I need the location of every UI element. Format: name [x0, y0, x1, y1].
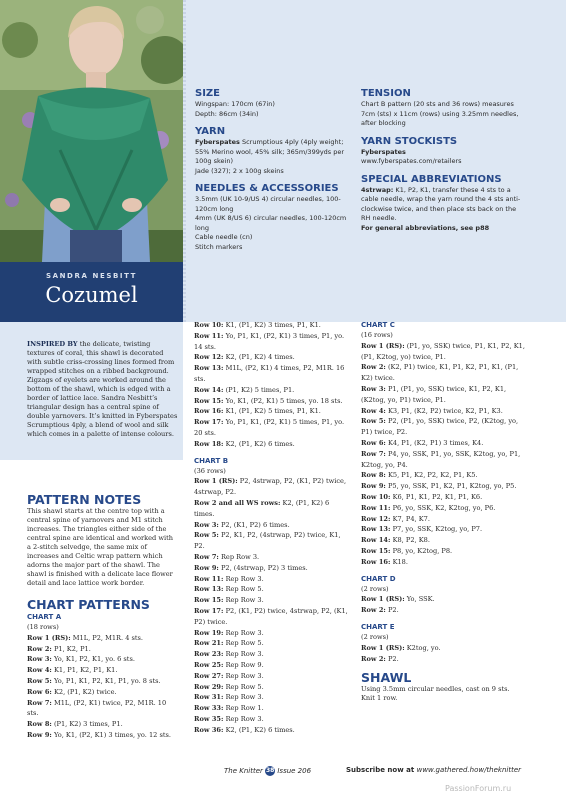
chart-c-count: (16 rows)	[361, 331, 393, 339]
pattern-row: Row 2: P1, K2, P1.	[27, 644, 91, 653]
pattern-row: Row 1 (RS): (P1, yo, SSK) twice, P1, K1, P2, K1, (P1, K2tog, yo) twice, P1.	[361, 341, 525, 361]
pattern-row: Row 7: P4, yo, SSK, P1, yo, SSK, K2tog, yo, P1, K2tog, yo, P4.	[361, 449, 521, 469]
needles-heading: NEEDLES & ACCESSORIES	[195, 183, 339, 194]
pattern-row: Row 5: P2, K1, P2, (4strwap, P2) twice, K1, P2.	[194, 531, 341, 551]
stockists-heading: YARN STOCKISTS	[361, 135, 458, 147]
abbrev-text: 4strwap: K1, P2, K1, transfer these 4 sts to a cable needle, wrap the yarn round the 4 sts anti-clockwise twice, and then place sts back on the RH needle.	[361, 185, 521, 222]
shawl-text-2: Knit 1 row.	[361, 694, 398, 703]
column-3	[361, 320, 525, 703]
pattern-row: Row 2: P2.	[361, 654, 399, 663]
subscribe-url[interactable]: www.gathered.how/theknitter	[416, 766, 522, 774]
pattern-row: Row 2: (K2, P1) twice, K1, P1, K2, P1, K1, (P1, K2) twice.	[361, 363, 519, 383]
pattern-row: Row 16: K1, (P1, K2) 5 times, P1, K1.	[194, 407, 321, 416]
pattern-row: Row 27: Rep Row 3.	[194, 671, 264, 680]
pattern-row: Row 9: P2, (4strwap, P2) 3 times.	[194, 563, 308, 572]
chart-a-rows	[27, 633, 179, 741]
chart-d-label: CHART D	[361, 574, 396, 583]
tension-heading: TENSION	[361, 88, 411, 99]
pattern-notes-heading: PATTERN NOTES	[27, 492, 142, 507]
chart-b-count: (36 rows)	[194, 466, 226, 475]
column-1	[27, 492, 179, 741]
pattern-row: Row 3: Yo, K1, P2, K1, yo. 6 sts.	[27, 655, 135, 664]
page-number: 38	[265, 767, 275, 774]
pattern-row: Row 6: K2, (P1, K2) twice.	[27, 687, 117, 696]
pattern-row: Row 8: (P1, K2) 3 times, P1.	[27, 720, 123, 729]
model-photo	[0, 0, 183, 262]
chart-b-label: CHART B	[194, 456, 229, 465]
yarn-colour: Jade (327); 2 x 100g skeins	[195, 166, 284, 175]
designer-name: SANDRA NESBITT	[45, 272, 138, 280]
pattern-row: Row 1 (RS): P2, 4strwap, P2, (K1, P2) twice, 4strwap, P2.	[194, 477, 347, 497]
chart-e-rows	[361, 643, 525, 665]
pattern-row: Row 13: M1L, (P2, K1) 4 times, P2, M1R. 16 sts.	[194, 364, 345, 383]
pattern-notes-text: This shawl starts at the centre top with a central spine of yarnovers and M1 stitch increases. The triangles either side of the central spine are identical and worked with a 2-stitch selvedge, the same mix of increases and Celtic wrap pattern which adorns the major part of the shawl. The shawl is finished with a delicate lace flower detail and lace lattice work border.	[27, 507, 174, 587]
yarn-text: Fyberspates Scrumptious 4ply (4ply weight; 55% Merino wool, 45% silk; 365m/399yds per 100g skein)	[195, 138, 345, 165]
pattern-row: Row 1 (RS): M1L, P2, M1R. 4 sts.	[27, 633, 144, 642]
abbrev-heading: SPECIAL ABBREVIATIONS	[361, 173, 502, 185]
pattern-row: Row 8: K5, P1, K2, P2, K2, P1, K5.	[361, 471, 478, 480]
pattern-row: Row 1 (RS): K2tog, yo.	[361, 643, 441, 652]
pattern-row: Row 23: Rep Row 3.	[194, 650, 264, 659]
size-heading: SIZE	[195, 88, 221, 99]
chart-e-label: CHART E	[361, 622, 395, 631]
pattern-row: Row 9: P5, yo, SSK, P1, K2, P1, K2tog, yo, P5.	[361, 482, 517, 491]
cable-needle: Cable needle (cn)	[195, 233, 253, 241]
size-depth: Depth: 86cm (34in)	[195, 109, 259, 118]
stockists-url[interactable]: www.fyberspates.com/retailers	[361, 157, 462, 165]
pattern-row: Row 11: Yo, P1, K1, (P2, K1) 3 times, P1, yo. 14 sts.	[194, 331, 345, 351]
pattern-row: Row 5: P2, (P1, yo, SSK) twice, P2, (K2tog, yo, P1) twice, P2.	[361, 417, 519, 437]
shawl-heading: SHAWL	[361, 670, 412, 686]
pattern-row: Row 5: Yo, P1, K1, P2, K1, P1, yo. 8 sts.	[27, 676, 161, 685]
chart-e-count: (2 rows)	[361, 632, 389, 641]
pattern-row: Row 6: K4, P1, (K2, P1) 3 times, K4.	[361, 438, 484, 447]
size-wingspan: Wingspan: 170cm (67in)	[195, 100, 275, 108]
footer-magazine: The Knitter 38 Issue 206	[224, 767, 312, 775]
pattern-row: Row 16: K18.	[361, 557, 408, 566]
pattern-row: Row 7: Rep Row 3.	[194, 552, 260, 561]
pattern-row: Row 12: K2, (P1, K2) 4 times.	[194, 353, 295, 362]
pattern-row: Row 33: Rep Row 1.	[194, 704, 264, 713]
chart-a-label: CHART A	[27, 613, 62, 621]
stitch-markers: Stitch markers	[195, 242, 243, 251]
pattern-row: Row 11: Rep Row 3.	[194, 574, 264, 583]
pattern-row: Row 2: P2.	[361, 606, 399, 615]
abbrev-general: For general abbreviations, see p88	[361, 223, 490, 232]
pattern-row: Row 1 (RS): Yo, SSK.	[361, 595, 435, 604]
panel-divider	[183, 0, 186, 322]
chart-d-rows	[361, 594, 525, 616]
pattern-row: Row 19: Rep Row 3.	[194, 628, 264, 637]
yarn-heading: YARN	[195, 126, 226, 137]
info-column-right	[361, 88, 523, 233]
footer-subscribe: Subscribe now at www.gathered.how/theknitter	[346, 766, 522, 774]
needle-1: 3.5mm (UK 10-9/US 4) circular needles, 100-120cm long	[195, 195, 341, 213]
pattern-row: Row 10: K6, P1, K1, P2, K1, P1, K6.	[361, 492, 483, 501]
pattern-row: Row 17: P2, (K1, P2) twice, 4strwap, P2, (K1, P2) twice.	[194, 606, 348, 626]
pattern-row: Row 25: Rep Row 9.	[194, 660, 264, 669]
pattern-row: Row 35: Rep Row 3.	[194, 714, 264, 723]
watermark: PassionForum.ru	[445, 784, 512, 793]
pattern-row: Row 4: K3, P1, (K2, P2) twice, K2, P1, K3.	[361, 406, 503, 415]
shawl-text: Using 3.5mm circular needles, cast on 9 sts.	[361, 685, 510, 694]
pattern-row: Row 15: Rep Row 3.	[194, 596, 264, 605]
pattern-row: Row 31: Rep Row 3.	[194, 693, 264, 702]
chart-d-count: (2 rows)	[361, 584, 389, 593]
pattern-row: Row 14: (P1, K2) 5 times, P1.	[194, 385, 295, 394]
pattern-row: Row 9: Yo, K1, (P2, K1) 3 times, yo. 12 sts.	[27, 730, 171, 739]
pattern-row: Row 2 and all WS rows: K2, (P1, K2) 6 times.	[194, 498, 330, 518]
pattern-row: Row 15: Yo, K1, (P2, K1) 5 times, yo. 18 sts.	[194, 396, 343, 405]
chart-a-rows-continued	[194, 320, 350, 450]
pattern-row: Row 10: K1, (P1, K2) 3 times, P1, K1.	[194, 321, 321, 329]
intro-text: INSPIRED BY the delicate, twisting textures of coral, this shawl is decorated with subtle criss-crossing lines formed from wrapped stitches on a ribbed background. Zigzags of eyelets are worked around the bottom of the shawl, which is edged with a border of lattice lace. Sandra Nesbitt’s triangular design has a central spine of double yarnovers. It’s knitted in Fyberspates Scrumptious 4ply, a blend of wool and silk which comes in a palette of intense colours.	[27, 340, 178, 438]
pattern-row: Row 15: P8, yo, K2tog, P8.	[361, 546, 453, 555]
column-2	[194, 320, 350, 735]
info-column-left	[195, 88, 355, 252]
pattern-row: Row 21: Rep Row 5.	[194, 639, 264, 648]
pattern-row: Row 11: P6, yo, SSK, K2, K2tog, yo, P6.	[361, 503, 496, 512]
chart-b-rows	[194, 476, 350, 735]
stockists-brand: Fyberspates	[361, 147, 406, 156]
pattern-row: Row 4: K1, P1, K2, P1, K1.	[27, 666, 118, 675]
pattern-row: Row 14: K8, P2, K8.	[361, 536, 430, 545]
pattern-title: Cozumel	[45, 283, 138, 307]
chart-c-rows	[361, 341, 525, 568]
pattern-row: Row 13: Rep Row 5.	[194, 585, 264, 594]
pattern-row: Row 12: K7, P4, K7.	[361, 514, 430, 523]
chart-patterns-heading: CHART PATTERNS	[27, 597, 150, 612]
pattern-row: Row 36: K2, (P1, K2) 6 times.	[194, 725, 295, 734]
needle-2: 4mm (UK 8/US 6) circular needles, 100-120cm long	[195, 214, 347, 232]
pattern-row: Row 29: Rep Row 5.	[194, 682, 264, 691]
chart-c-label: CHART C	[361, 321, 395, 329]
pattern-row: Row 3: P2, (K1, P2) 6 times.	[194, 520, 290, 529]
pattern-row: Row 13: P7, yo, SSK, K2tog, yo, P7.	[361, 525, 483, 534]
tension-text: Chart B pattern (20 sts and 36 rows) measures 7cm (sts) x 11cm (rows) using 3.25mm needles, after blocking	[361, 100, 519, 127]
pattern-row: Row 7: M1L, (P2, K1) twice, P2, M1R. 10 sts.	[27, 698, 167, 718]
pattern-row: Row 17: Yo, P1, K1, (P2, K1) 5 times, P1, yo. 20 sts.	[194, 418, 345, 437]
chart-a-count: (18 rows)	[27, 623, 59, 631]
pattern-row: Row 18: K2, (P1, K2) 6 times.	[194, 439, 295, 448]
pattern-row: Row 3: P1, (P1, yo, SSK) twice, K1, P2, K1, (K2tog, yo, P1) twice, P1.	[361, 384, 507, 404]
